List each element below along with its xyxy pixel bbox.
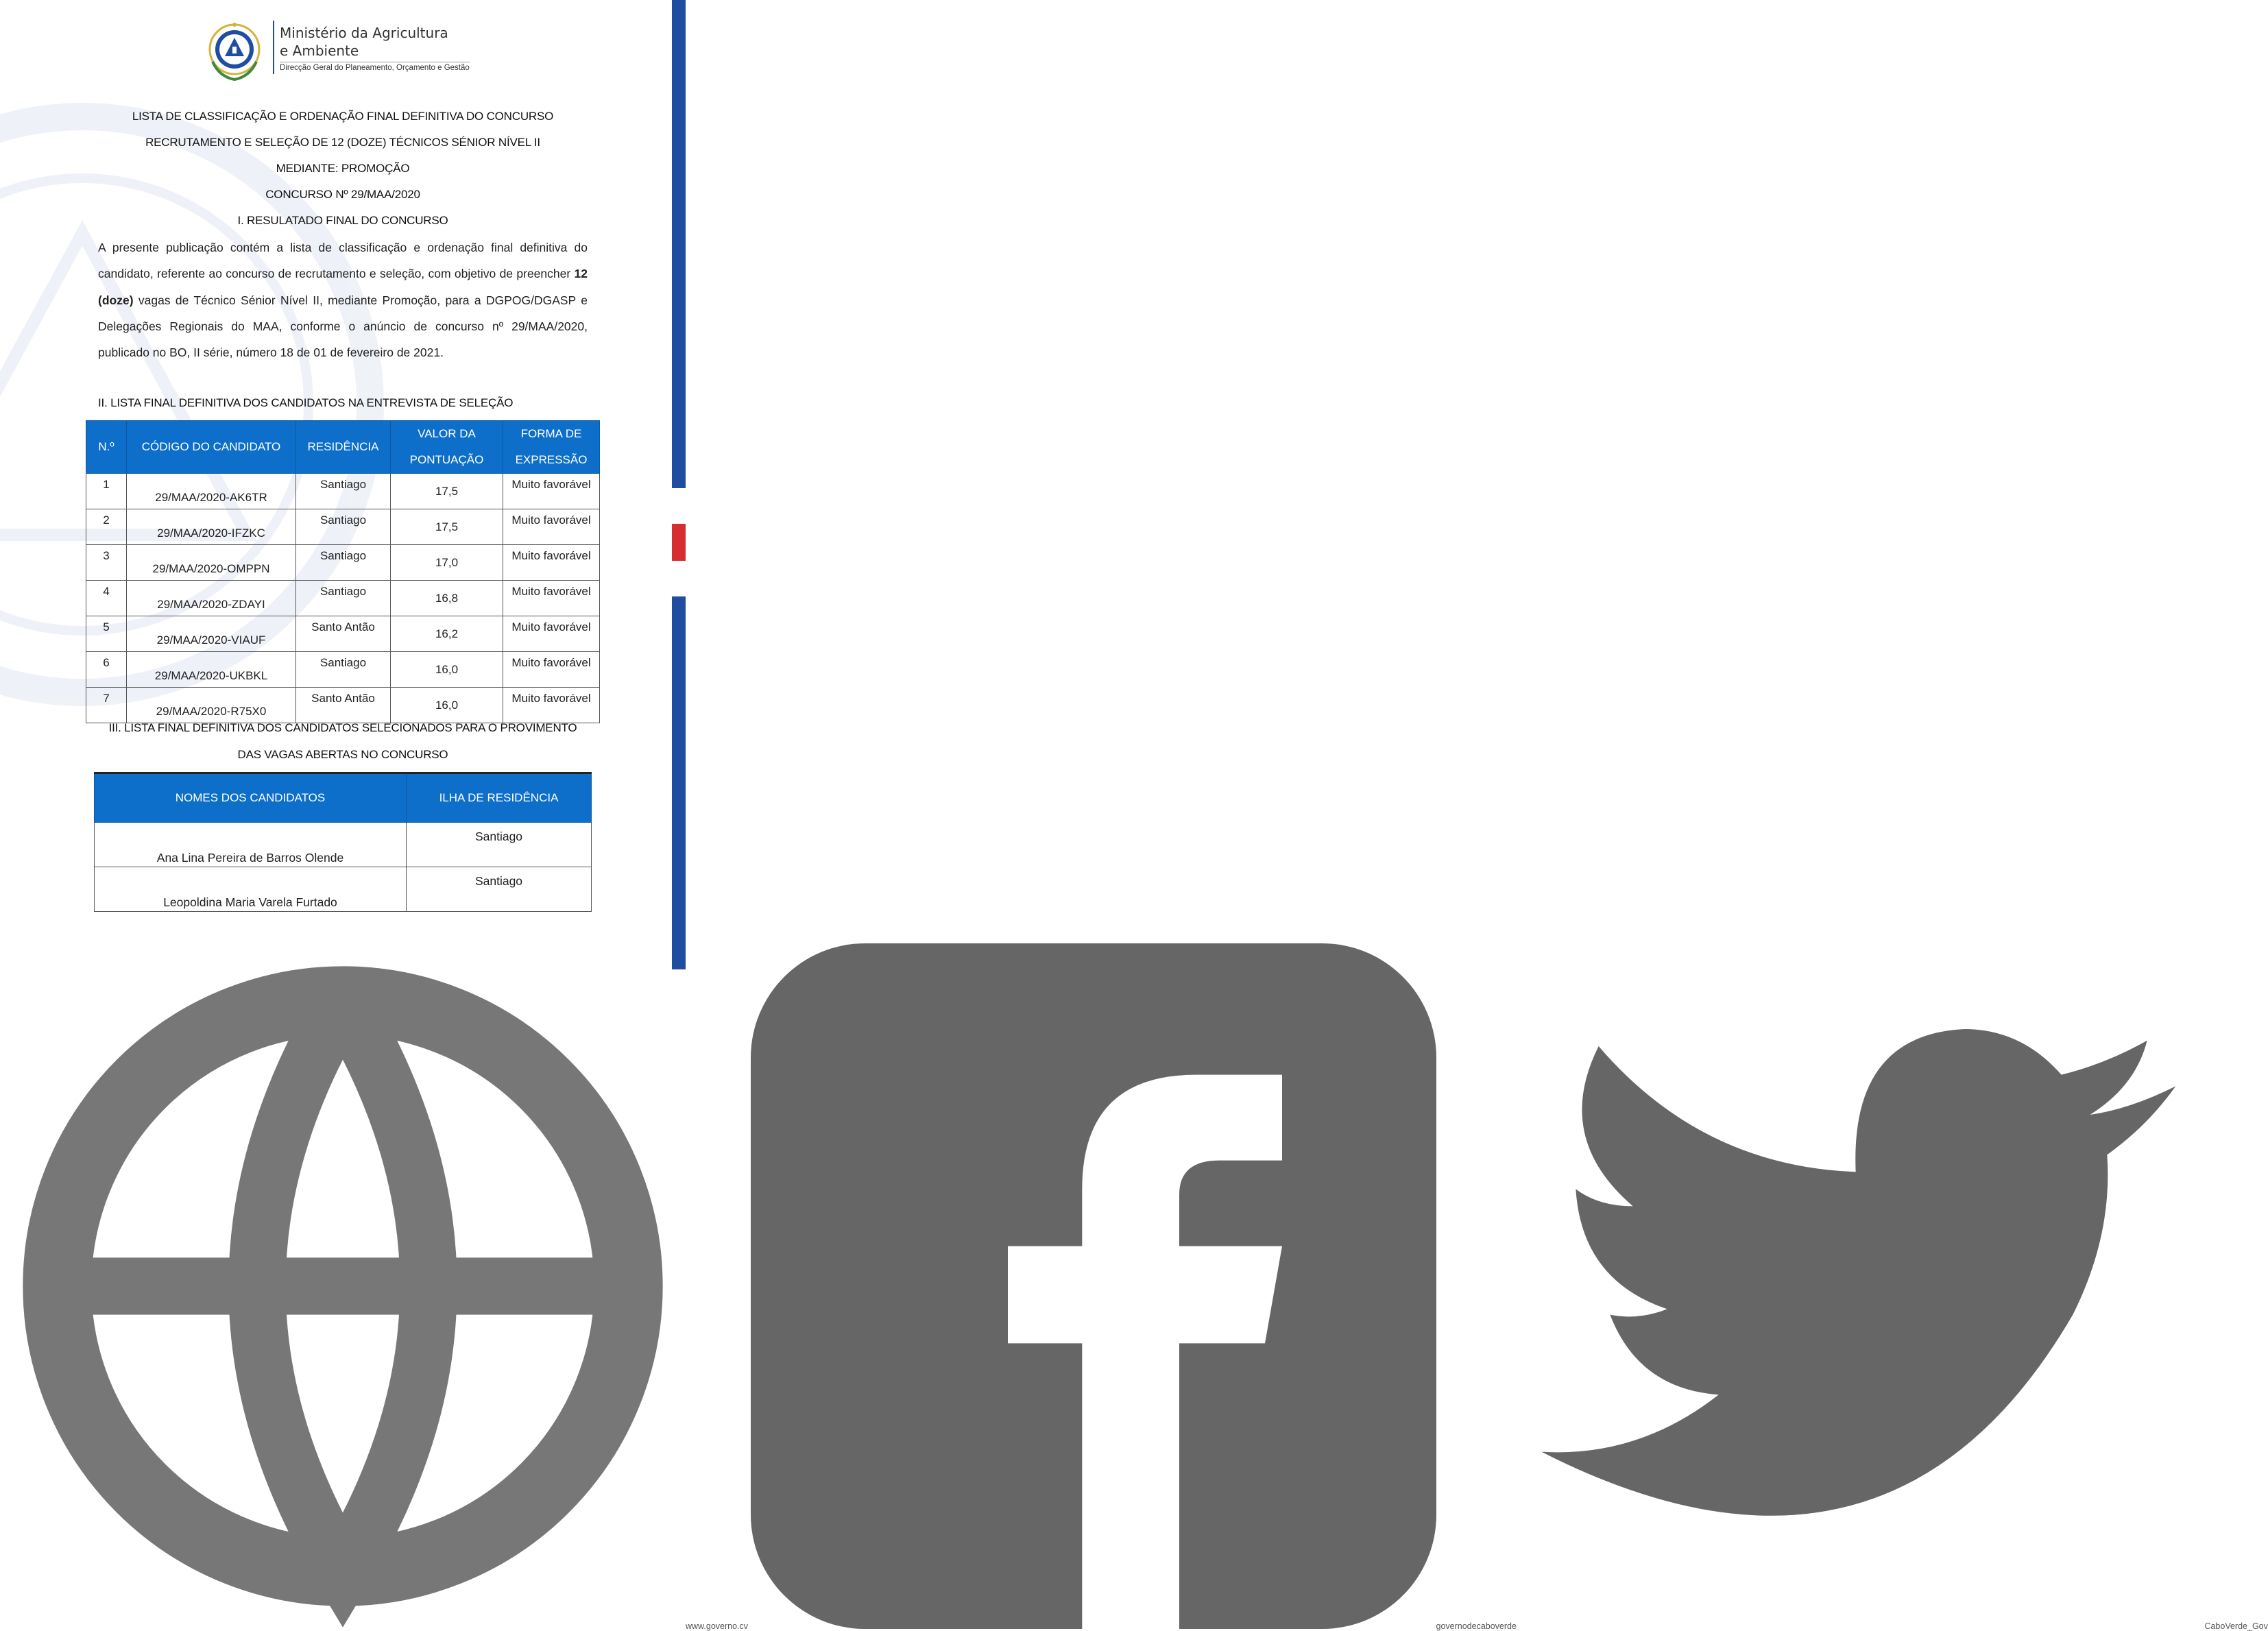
cell-value: 16,8 — [391, 581, 503, 616]
side-stripe-blue-top — [672, 0, 686, 488]
intro-text-part1: A presente publicação contém a lista de classificação e ordenação final definitiva do candidato, referente ao concurso de recrutamento e seleção, com objetivo de preencher — [98, 241, 588, 281]
cell-code: 29/MAA/2020-OMPPN — [127, 545, 296, 581]
cell-code: 29/MAA/2020-VIAUF — [127, 616, 296, 652]
col-header-island: ILHA DE RESIDÊNCIA — [407, 773, 592, 823]
cell-form: Muito favorável — [503, 474, 600, 509]
cell-number: 7 — [86, 688, 127, 723]
section2-heading: II. LISTA FINAL DEFINITIVA DOS CANDIDATOS NA ENTREVISTA DE SELEÇÃO — [98, 396, 514, 409]
footer-facebook-link[interactable]: governodecaboverde — [1436, 1621, 1517, 1631]
cell-form: Muito favorável — [503, 616, 600, 652]
cell-form: Muito favorável — [503, 581, 600, 616]
document-title-line1: LISTA DE CLASSIFICAÇÃO E ORDENAÇÃO FINAL DEFINITIVA DO CONCURSO — [132, 110, 554, 123]
table-row — [86, 581, 600, 616]
side-stripe-blue-bottom — [672, 596, 686, 969]
table-row — [86, 509, 600, 545]
cell-residence: Santo Antão — [296, 688, 391, 723]
cell-value: 17,5 — [391, 474, 503, 509]
selected-table-header — [95, 773, 592, 823]
table-row — [86, 474, 600, 509]
col-header-code: CÓDIGO DO CANDIDATO — [127, 421, 296, 474]
col-header-names: NOMES DOS CANDIDATOS — [95, 773, 407, 823]
cell-residence: Santiago — [296, 652, 391, 688]
table-row — [86, 688, 600, 723]
facebook-icon — [751, 943, 1436, 1629]
selected-candidates-table — [94, 772, 592, 912]
table-row — [95, 823, 592, 867]
cell-number: 2 — [86, 509, 127, 545]
coat-of-arms-emblem — [203, 21, 266, 84]
twitter-icon — [1519, 943, 2204, 1629]
ministry-header — [202, 16, 490, 78]
cell-island: Santiago — [407, 823, 592, 867]
cell-form: Muito favorável — [503, 688, 600, 723]
col-header-number: N.º — [86, 421, 127, 474]
cell-number: 3 — [86, 545, 127, 581]
intro-text-part2: vagas de Técnico Sénior Nível II, mediante Promoção, para a DGPOG/DGASP e Delegações Regionais do MAA, conforme o anúncio de concurso nº 29/MAA/2020, publicado no BO, II série, número 18 de 01 de fevereiro de 2021. — [98, 293, 588, 360]
cell-value: 17,5 — [391, 509, 503, 545]
results-table — [86, 420, 600, 723]
table-row — [95, 867, 592, 912]
table-row — [86, 545, 600, 581]
cell-number: 5 — [86, 616, 127, 652]
table-row — [86, 652, 600, 688]
cell-code: 29/MAA/2020-UKBKL — [127, 652, 296, 688]
directorate-name: Direcção Geral do Planeamento, Orçamento e Gestão — [280, 62, 470, 72]
col-header-value: VALOR DA PONTUAÇÃO — [391, 421, 503, 474]
cell-value: 16,0 — [391, 688, 503, 723]
section1-heading: I. RESULATADO FINAL DO CONCURSO — [237, 214, 448, 227]
intro-paragraph — [98, 234, 588, 365]
intro-text-bold: 12 (doze) — [98, 267, 588, 307]
cell-residence: Santiago — [296, 581, 391, 616]
cell-form: Muito favorável — [503, 652, 600, 688]
cell-code: 29/MAA/2020-R75X0 — [127, 688, 296, 723]
cell-number: 1 — [86, 474, 127, 509]
cell-residence: Santo Antão — [296, 616, 391, 652]
cell-code: 29/MAA/2020-IFZKC — [127, 509, 296, 545]
cell-form: Muito favorável — [503, 545, 600, 581]
document-title-line3: MEDIANTE: PROMOÇÃO — [276, 162, 410, 175]
cell-residence: Santiago — [296, 509, 391, 545]
footer-website-link[interactable]: www.governo.cv — [686, 1621, 749, 1631]
header-divider — [273, 21, 274, 74]
results-table-header — [86, 421, 600, 474]
cell-form: Muito favorável — [503, 509, 600, 545]
cell-value: 16,0 — [391, 652, 503, 688]
page-footer — [0, 943, 2268, 1631]
cell-candidate-name: Ana Lina Pereira de Barros Olende — [95, 823, 407, 867]
table-row — [86, 616, 600, 652]
cell-residence: Santiago — [296, 545, 391, 581]
section3-heading-line1: III. LISTA FINAL DEFINITIVA DOS CANDIDATOS SELECIONADOS PARA O PROVIMENTO — [108, 721, 577, 734]
cell-number: 4 — [86, 581, 127, 616]
section3-heading-line2: DAS VAGAS ABERTAS NO CONCURSO — [237, 748, 448, 761]
document-title-line2: RECRUTAMENTO E SELEÇÃO DE 12 (DOZE) TÉCNICOS SÉNIOR NÍVEL II — [145, 136, 540, 149]
globe-icon — [0, 943, 686, 1629]
footer-twitter-link[interactable]: CaboVerde_Gov — [2204, 1621, 2268, 1631]
col-header-form: FORMA DE EXPRESSÃO — [503, 421, 600, 474]
side-stripe-red — [672, 524, 686, 561]
cell-residence: Santiago — [296, 474, 391, 509]
ministry-name-line1: Ministério da Agricultura — [280, 25, 448, 41]
cell-code: 29/MAA/2020-ZDAYI — [127, 581, 296, 616]
cell-candidate-name: Leopoldina Maria Varela Furtado — [95, 867, 407, 912]
cell-code: 29/MAA/2020-AK6TR — [127, 474, 296, 509]
cell-number: 6 — [86, 652, 127, 688]
cell-island: Santiago — [407, 867, 592, 912]
cell-value: 16,2 — [391, 616, 503, 652]
ministry-name-line2: e Ambiente — [280, 43, 359, 59]
contest-number: CONCURSO Nº 29/MAA/2020 — [265, 188, 420, 201]
col-header-residence: RESIDÊNCIA — [296, 421, 391, 474]
cell-value: 17,0 — [391, 545, 503, 581]
